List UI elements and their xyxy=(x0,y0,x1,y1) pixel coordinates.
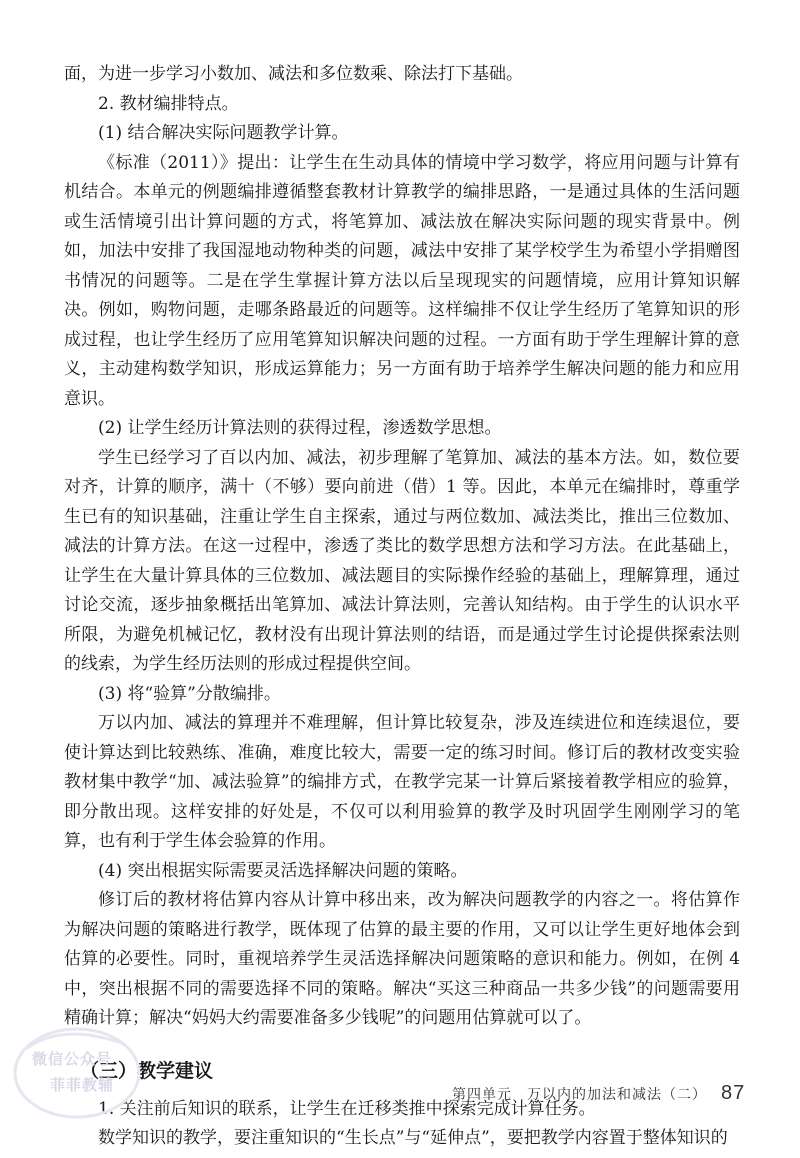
subheading: (4) 突出根据实际需要灵活选择解决问题的策略。 xyxy=(98,860,468,881)
chapter-title: 第四单元 万以内的加法和减法（二） xyxy=(452,1087,707,1103)
watermark-shape-icon xyxy=(2,1018,152,1128)
page-number: 87 xyxy=(721,1082,746,1104)
watermark-line2: 菲菲教辅 xyxy=(50,1076,115,1094)
section-title: （三）教学建议 xyxy=(80,1059,214,1082)
paragraph: 万以内加、减法的算理并不难理解，但计算比较复杂，涉及连续进位和连续退位，要使计算达到比较熟练、准确，难度比较大，需要一定的练习时间。修订后的教材改变实验教材集中教学“加、减法验算”的编排方式，在教学完某一计算后紧接着教学相应的验算，即分散出现。这样安排的好处是，不仅可以利用验算的教学及时巩固学生刚刚学习的笔算，也有利于学生体会验算的作用。 xyxy=(64,713,740,851)
paragraph: 数学知识的教学，要注重知识的“生长点”与“延伸点”，要把教学内容置于整体知识的 xyxy=(98,1128,728,1148)
page-footer xyxy=(452,1082,745,1105)
watermark-logo xyxy=(2,1018,152,1128)
paragraph: 修订后的教材将估算内容从计算中移出来，改为解决问题教学的内容之一。将估算作为解决问题的策略进行教学，既体现了估算的最主要的作用，又可以让学生更好地体会到估算的必要性。同时，重视培养学生灵活选择解决问题策略的意识和能力。例如，在例 4 中，突出根据不同的需要选择不同的策略。解决“买这三种商品一共多少钱”的问题需要用精确计算；解决“妈妈大约需要准备多少钱呢”的问题用估算就可以了。 xyxy=(64,890,740,1028)
paragraph: 面，为进一步学习小数加、减法和多位数乘、除法打下基础。 xyxy=(64,64,523,84)
page-body xyxy=(64,60,740,1154)
subheading: (1) 结合解决实际问题教学计算。 xyxy=(98,123,349,143)
numbered-heading: 1. 关注前后知识的联系，让学生在迁移类推中探索完成计算任务。 xyxy=(98,1098,596,1119)
numbered-heading: 2. 教材编排特点。 xyxy=(98,93,239,114)
paragraph: 《标准（2011）》提出：让学生在生动具体的情境中学习数学，将应用问题与计算有机结合。本单元的例题编排遵循整套教材计算教学的编排思路，一是通过具体的生活问题或生活情境引出计算问题的方式，将笔算加、减法放在解决实际问题的现实背景中。例如，加法中安排了我国湿地动物种类的问题，减法中安排了某学校学生为希望小学捐赠图书情况的问题等。二是在学生掌握计算方法以后呈现现实的问题情境，应用计算知识解决。例如，购物问题，走哪条路最近的问题等。这样编排不仅让学生经历了笔算知识的形成过程，也让学生经历了应用笔算知识解决问题的过程。一方面有助于学生理解计算的意义，主动建构数学知识，形成运算能力；另一方面有助于培养学生解决问题的能力和应用意识。 xyxy=(64,152,740,409)
watermark-line1: 微信公众号 xyxy=(32,1050,113,1068)
paragraph: 学生已经学习了百以内加、减法，初步理解了笔算加、减法的基本方法。如，数位要对齐，计算的顺序，满十（不够）要向前进（借）1 等。因此，本单元在编排时，尊重学生已有的知识基础，注重让学生自主探索，通过与两位数加、减法类比，推出三位数加、减法的计算方法。在这一过程中，渗透了类比的数学思想方法和学习方法。在此基础上，让学生在大量计算具体的三位数加、减法题目的实际操作经验的基础上，理解算理，通过讨论交流，逐步抽象概括出笔算加、减法计算法则，完善认知结构。由于学生的认识水平所限，为避免机械记忆，教材没有出现计算法则的结语，而是通过学生讨论提供探索法则的线索，为学生经历法则的形成过程提供空间。 xyxy=(64,447,740,674)
subheading: (3) 将“验算”分散编排。 xyxy=(98,683,281,704)
subheading: (2) 让学生经历计算法则的获得过程，渗透数学思想。 xyxy=(98,418,502,438)
